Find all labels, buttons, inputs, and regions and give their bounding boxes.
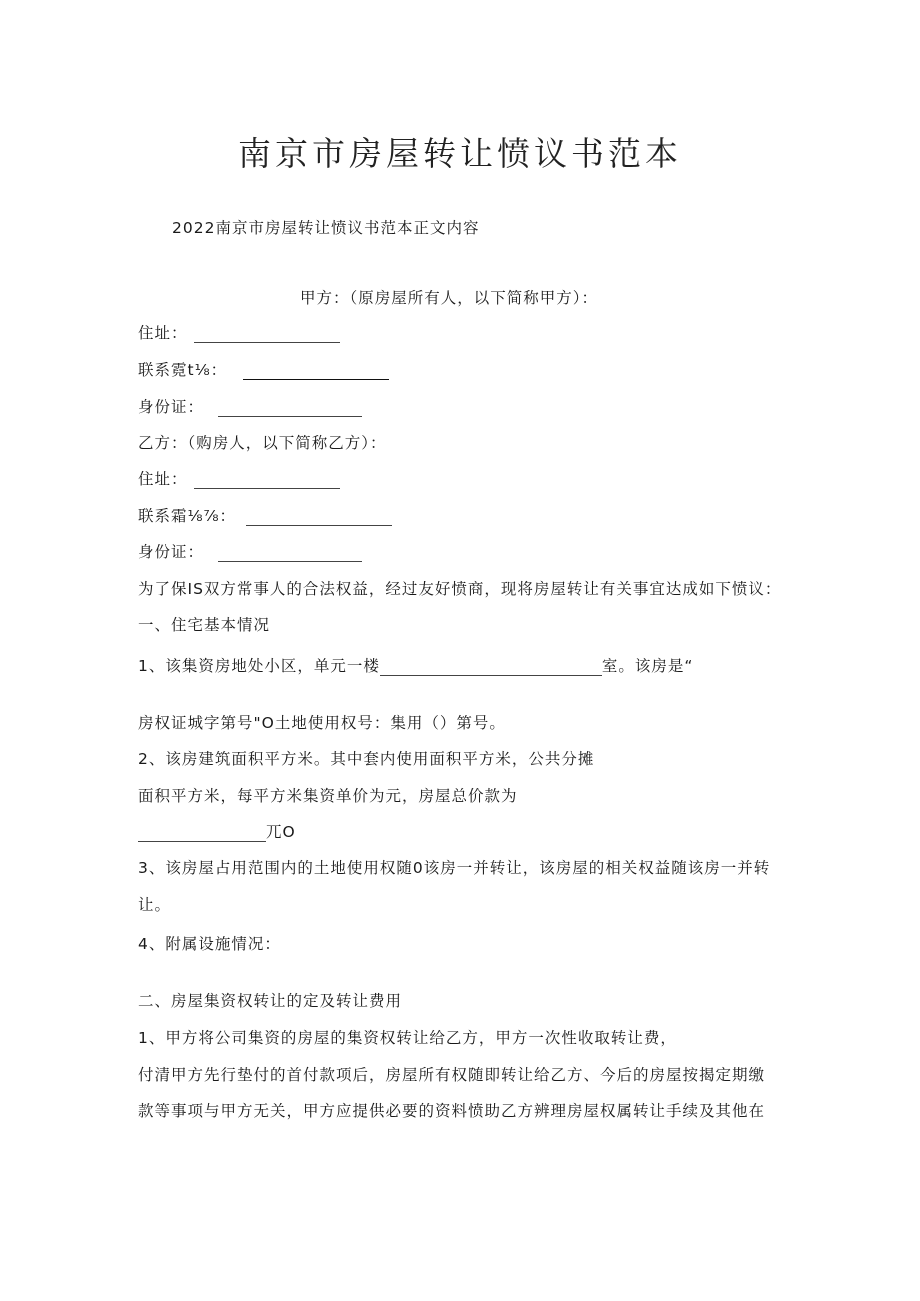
total-price-blank <box>138 827 266 842</box>
party-b-address-blank <box>194 474 340 489</box>
party-a-id-blank <box>218 402 362 417</box>
party-b-id-label: 身份证： <box>138 543 205 561</box>
section2-item1-line3: 款等事项与甲方无关，甲方应提供必要的资料愤助乙方辨理房屋权属转让手续及其他在 <box>138 1102 766 1120</box>
party-b-contact-blank <box>246 511 392 526</box>
total-price-suffix: 兀O <box>266 823 296 841</box>
party-a-id <box>138 395 362 417</box>
party-b-address-label: 住址： <box>138 470 188 488</box>
section1-item1-suffix: 室。该房是“ <box>601 657 694 675</box>
party-a-contact-label: 联系霓t⅛： <box>138 361 228 379</box>
section1-item3-line1: 3、该房屋占用范围内的土地使用权随0该房一并转让，该房屋的相关权益随该房一并转 <box>138 859 771 877</box>
room-number-blank <box>380 661 602 676</box>
section2-item1-line1: 1、甲方将公司集资的房屋的集资权转让给乙方，甲方一次性收取转让费， <box>138 1029 677 1047</box>
party-b-contact-label: 联系霜⅛⅞： <box>138 507 237 525</box>
party-a-address-label: 住址： <box>138 324 188 342</box>
party-a-contact <box>138 358 389 380</box>
party-b-id <box>138 540 362 562</box>
party-b-id-blank <box>218 547 362 562</box>
section1-item3-line2: 让。 <box>138 896 172 914</box>
party-a-id-label: 身份证： <box>138 398 205 416</box>
party-b-contact <box>138 504 392 526</box>
section1-item4: 4、附属设施情况： <box>138 935 281 953</box>
party-a-address-blank <box>194 328 340 343</box>
total-price-line <box>138 820 296 842</box>
section2-heading: 二、房屋集资权转让的定及转让费用 <box>138 992 403 1010</box>
party-b-header: 乙方：（购房人，以下简称乙方）： <box>138 434 387 452</box>
document-title: 南京市房屋转让愤议书范本 <box>238 134 682 173</box>
section1-heading: 一、住宅基本情况 <box>138 616 271 634</box>
subtitle: 2022南京市房屋转让愤议书范本正文内容 <box>172 219 480 237</box>
party-b-address <box>138 467 340 489</box>
section1-item1-prefix: 1、该集资房地处小区，单元一楼 <box>138 657 380 675</box>
section1-item2-line2: 面积平方米，每平方米集资单价为元，房屋总价款为 <box>138 787 518 805</box>
party-a-address <box>138 321 340 343</box>
section1-item1-line2: 房权证城字第号"O土地使用权号：集用（）第号。 <box>138 714 506 732</box>
party-a-header: 甲方：（原房屋所有人，以下简称甲方）： <box>300 289 599 307</box>
section1-item1 <box>138 654 693 676</box>
section1-item2-line1: 2、该房建筑面积平方米。其中套内使用面积平方米，公共分摊 <box>138 750 595 768</box>
intro-paragraph: 为了保IS双方常事人的合法权益，经过友好愤商，现将房屋转让有关事宜达成如下愤议： <box>138 580 782 598</box>
party-a-contact-blank <box>243 365 389 380</box>
section2-item1-line2: 付清甲方先行垫付的首付款项后，房屋所有权随即转让给乙方、今后的房屋按揭定期缴 <box>138 1066 766 1084</box>
